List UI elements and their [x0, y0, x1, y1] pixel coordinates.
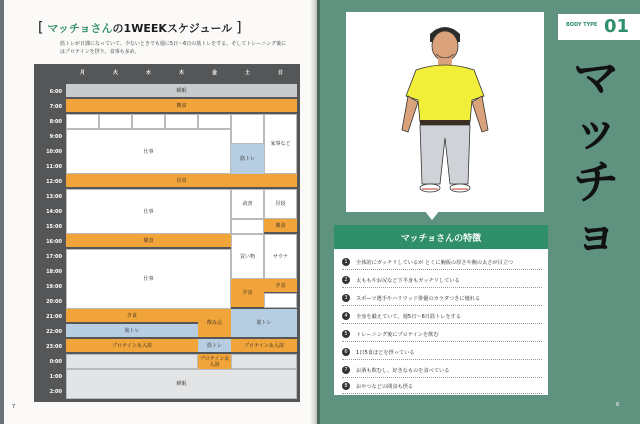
muscular-man-illustration [346, 12, 544, 212]
empty-cell [231, 114, 264, 144]
time-label: 18:00 [46, 269, 62, 275]
sauna-block: サウナ [264, 234, 297, 279]
training-block: 筋トレ [198, 339, 231, 352]
time-label: 12:00 [46, 179, 62, 185]
time-label: 9:00 [49, 134, 62, 140]
time-label: 23:00 [46, 344, 62, 350]
shopping-block: 買い物 [231, 234, 264, 279]
feature-item: 3 スポーツ選手やハリウッド俳優のカラダつきに憧れる [342, 291, 542, 306]
empty-cell [132, 114, 165, 129]
feature-item: 1 全体的にガッチリしているが とくに胸板の厚さや腕の太さが目立つ [342, 255, 542, 270]
time-label: 16:00 [46, 239, 62, 245]
dinner-block: 夕食 [66, 309, 198, 322]
body-type-number: 01 [604, 16, 630, 37]
sleep-block: 睡眠 [66, 369, 297, 399]
right-page [320, 0, 640, 424]
illustration-panel [346, 12, 544, 212]
dinner-block: 夕食 [231, 279, 264, 307]
day-header: 土 [244, 70, 250, 76]
lunch-block: 昼食 [66, 174, 297, 187]
day-header: 月 [79, 70, 85, 76]
time-label: 22:00 [46, 329, 62, 335]
protein-block: プロテイン＆入浴 [231, 339, 297, 352]
title-rest: の1WEEKスケジュール [112, 22, 233, 35]
page-number: 6 [616, 402, 620, 408]
empty-cell [231, 354, 297, 369]
empty-cell [231, 219, 264, 234]
day-header: 日 [277, 70, 283, 76]
panel-pointer [424, 210, 440, 220]
title-highlight: マッチョさん [47, 22, 113, 35]
protein-block: プロテイン＆入浴 [199, 355, 230, 368]
time-label: 10:00 [46, 149, 62, 155]
feature-item: 8 おやつなどの間食も摂る [342, 379, 542, 394]
snack-block: 間食 [264, 219, 297, 232]
weekly-schedule-table [34, 64, 300, 402]
empty-cell [264, 293, 297, 308]
training-block: 筋トレ [231, 144, 264, 174]
empty-cell [165, 114, 198, 129]
time-label: 0:00 [49, 359, 62, 365]
feature-item: 2 太ももやお尻など下半身もガッチリしている [342, 273, 542, 288]
vertical-title: マッチョ [573, 51, 619, 261]
work-block: 仕事 [66, 129, 231, 174]
left-page [4, 0, 316, 424]
chores-block: 家事など [264, 114, 297, 174]
breakfast-block: 朝食 [66, 99, 297, 112]
time-label: 21:00 [46, 314, 62, 320]
drinking-block: 飲み会 [198, 309, 231, 337]
empty-cell [66, 114, 99, 129]
time-label: 6:00 [49, 89, 62, 95]
protein-block: プロテイン＆入浴 [66, 339, 198, 352]
day-header: 木 [178, 70, 184, 76]
day-header: 水 [145, 70, 151, 76]
day-header: 金 [211, 70, 217, 76]
features-card [334, 225, 548, 395]
snack-block: 間食 [66, 234, 231, 247]
schedule-title: [ マッチョさんの1WEEKスケジュール ] [38, 20, 242, 36]
time-label: 8:00 [49, 119, 62, 125]
time-label: 7:00 [49, 104, 62, 110]
time-label: 17:00 [46, 254, 62, 260]
intro-text: 筋トレが日課になっていて、少ないときでも週に5日〜6日の筋トレをする。そしてトレーニング後にはプロテインを摂り、食事も多め。 [60, 41, 287, 55]
time-label: 20:00 [46, 299, 62, 305]
feature-item: 6 1日5食ほどを摂っている [342, 345, 542, 360]
empty-cell [99, 114, 132, 129]
empty-cell [66, 354, 198, 369]
work-block: 仕事 [66, 189, 231, 234]
empty-cell [198, 114, 231, 129]
training-block: 筋トレ [231, 309, 297, 337]
time-label: 2:00 [49, 389, 62, 395]
training-block: 筋トレ [66, 324, 198, 337]
dinner-block: 夕食 [264, 279, 297, 292]
day-header: 火 [112, 70, 118, 76]
reading-block: 読書 [231, 189, 264, 219]
sleep-block: 睡眠 [66, 84, 297, 97]
time-label: 13:00 [46, 194, 62, 200]
time-label: 15:00 [46, 224, 62, 230]
time-label: 14:00 [46, 209, 62, 215]
feature-item: 4 全身を鍛えていて、週5日〜6日筋トレをする [342, 309, 542, 324]
work-block: 仕事 [66, 249, 231, 309]
feature-item: 5 トレーニング後にプロテインを飲む [342, 327, 542, 342]
feature-item: 7 お酒も飲むし、好きなものを食べている [342, 363, 542, 378]
body-type-tag: BODY TYPE 01 [558, 14, 640, 40]
time-label: 1:00 [49, 374, 62, 380]
page-number: 7 [12, 404, 16, 410]
features-title: マッチョさんの特徴 [334, 225, 548, 249]
nap-block: 昼寝 [264, 189, 297, 219]
time-label: 19:00 [46, 284, 62, 290]
time-label: 11:00 [46, 164, 62, 170]
